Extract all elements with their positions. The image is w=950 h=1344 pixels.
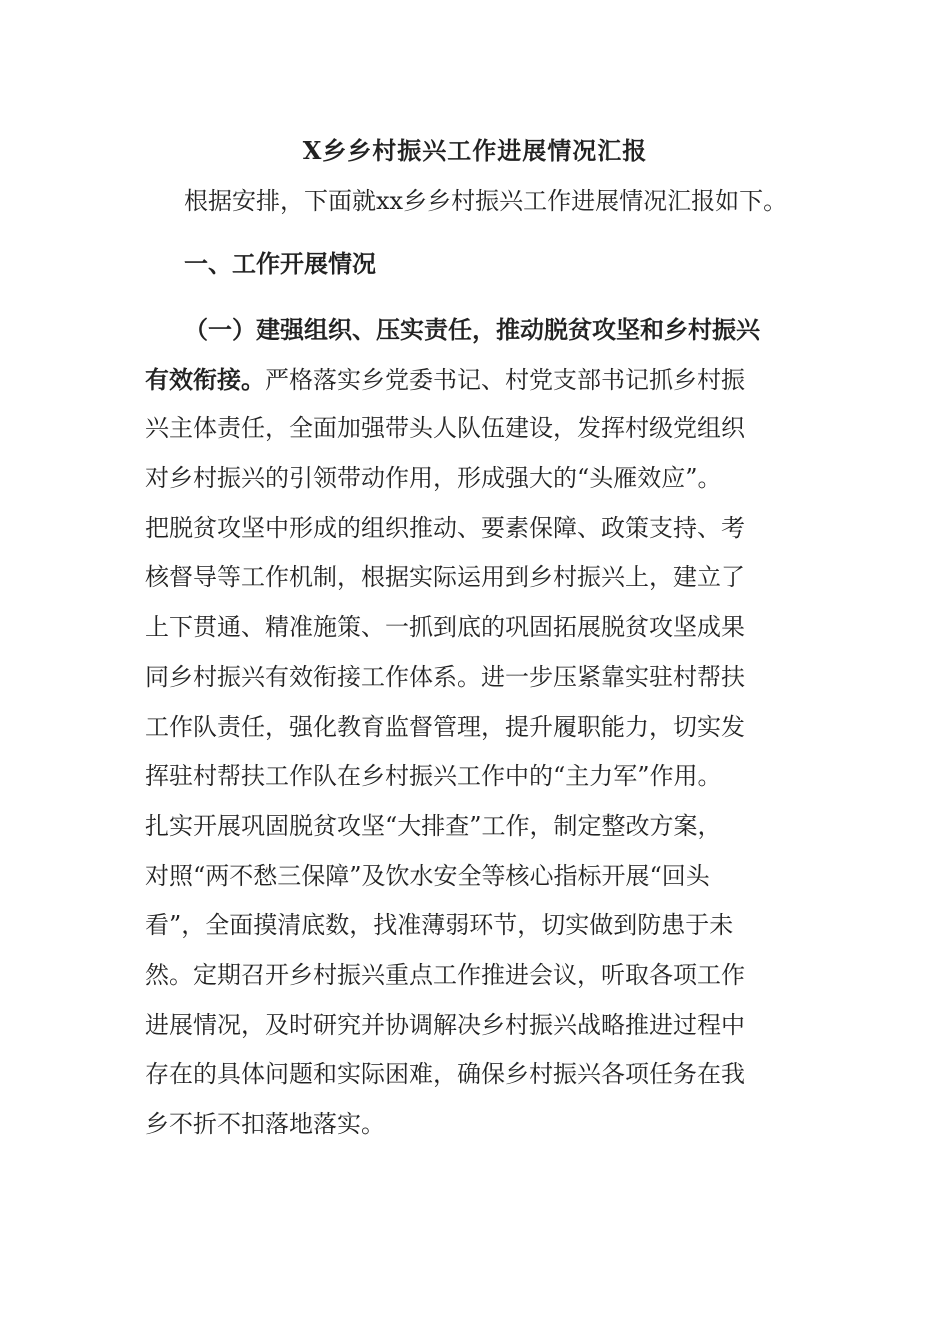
paragraph-text: 同乡村振兴有效衔接工作体系。进一步压紧靠实驻村帮扶	[145, 662, 745, 691]
paragraph-line	[145, 603, 805, 653]
paragraph-text: 挥驻村帮扶工作队在乡村振兴工作中的“主力军”作用。	[145, 762, 722, 791]
paragraph-text: 然。定期召开乡村振兴重点工作推进会议，听取各项工作	[145, 960, 745, 989]
paragraph-text: 严格落实乡党委书记、村党支部书记抓乡村振	[265, 365, 745, 394]
paragraph-line	[145, 1100, 805, 1150]
paragraph-text: 存在的具体问题和实际困难，确保乡村振兴各项任务在我	[145, 1060, 745, 1089]
paragraph-bold-text: 有效衔接。	[145, 364, 265, 394]
paragraph-line	[145, 553, 805, 603]
paragraph-text: 兴主体责任，全面加强带头人队伍建设，发挥村级党组织	[145, 414, 745, 443]
paragraph-text: 上下贯通、精准施策、一抓到底的巩固拓展脱贫攻坚成果	[145, 613, 745, 642]
body-paragraph	[145, 305, 805, 1150]
paragraph-bold-text: （一）建强组织、压实责任，推动脱贫攻坚和乡村振兴	[184, 315, 760, 344]
paragraph-text: 扎实开展巩固脱贫攻坚“大排查”工作，制定整改方案，	[145, 811, 722, 840]
paragraph-line	[145, 1050, 805, 1100]
paragraph-line	[145, 355, 805, 405]
paragraph-line	[145, 951, 805, 1001]
paragraph-text: 工作队责任，强化教育监督管理，提升履职能力，切实发	[145, 712, 745, 741]
paragraph-line	[145, 1001, 805, 1051]
paragraph-line	[145, 901, 805, 951]
document-title: X乡乡村振兴工作进展情况汇报	[302, 136, 648, 165]
paragraph-line	[145, 404, 805, 454]
paragraph-text: 看”，全面摸清底数，找准薄弱环节，切实做到防患于未	[145, 911, 734, 940]
paragraph-line	[145, 852, 805, 902]
paragraph-text: 对乡村振兴的引领带动作用，形成强大的“头雁效应”。	[145, 464, 722, 493]
paragraph-line	[145, 752, 805, 802]
paragraph-line	[145, 305, 805, 355]
paragraph-text: 核督导等工作机制，根据实际运用到乡村振兴上，建立了	[145, 563, 745, 592]
paragraph-line	[145, 504, 805, 554]
paragraph-text: 乡不折不扣落地落实。	[145, 1110, 385, 1138]
paragraph-text: 把脱贫攻坚中形成的组织推动、要素保障、政策支持、考	[145, 513, 745, 542]
paragraph-line	[145, 454, 805, 504]
paragraph-line	[145, 802, 805, 852]
paragraph-line	[145, 703, 805, 753]
section-heading: 一、工作开展情况	[184, 249, 376, 278]
intro-paragraph: 根据安排，下面就xx乡乡村振兴工作进展情况汇报如下。	[184, 187, 788, 215]
paragraph-text: 进展情况，及时研究并协调解决乡村振兴战略推进过程中	[145, 1010, 745, 1039]
paragraph-text: 对照“两不愁三保障”及饮水安全等核心指标开展“回头	[145, 861, 710, 890]
paragraph-line	[145, 653, 805, 703]
